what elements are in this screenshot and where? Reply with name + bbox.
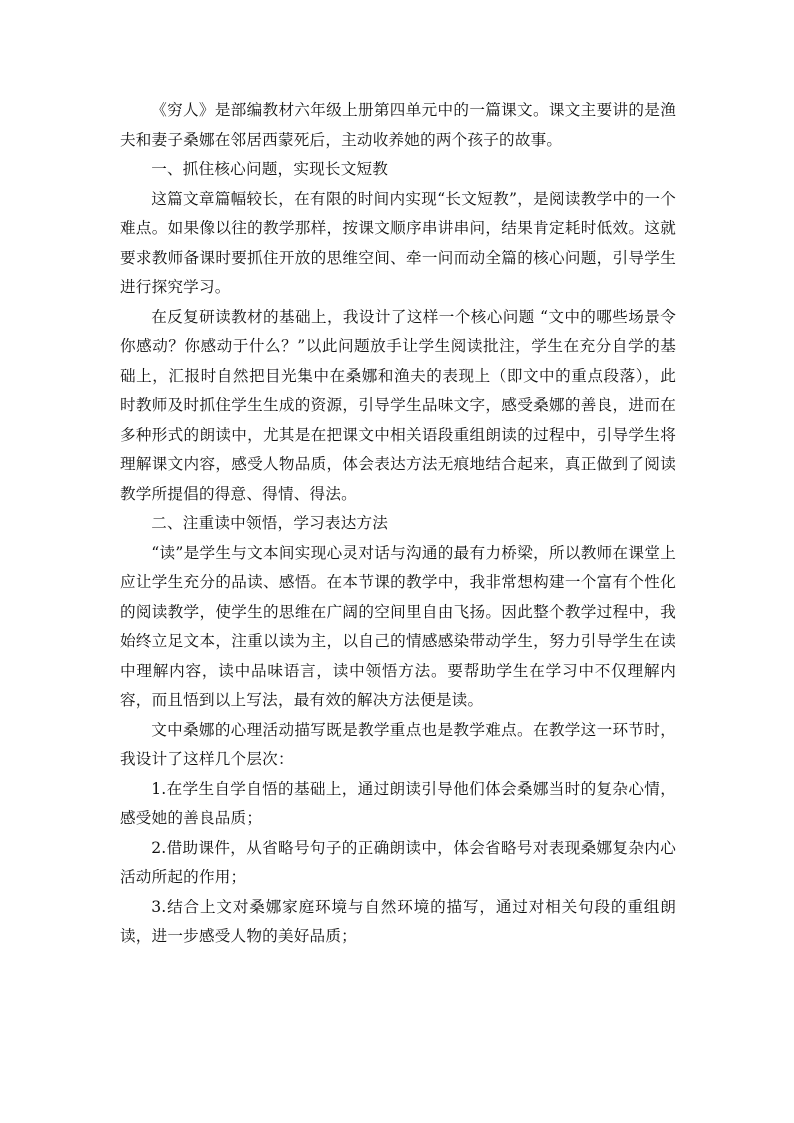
- paragraph-psychology: 文中桑娜的心理活动描写既是教学重点也是教学难点。在教学这一环节时，我设计了这样几个层次：: [120, 720, 676, 768]
- list-item-2: 2.借助课件，从省略号句子的正确朗读中，体会省略号对表现桑娜复杂内心活动所起的作用；: [120, 838, 676, 886]
- section-heading-2: 二、注重读中领悟，学习表达方法: [151, 514, 389, 532]
- section-heading-1: 一、抓住核心问题，实现长文短教: [151, 160, 389, 178]
- list-item-1: 1.在学生自学自悟的基础上，通过朗读引导他们体会桑娜当时的复杂心情，感受她的善良品质；: [120, 779, 676, 827]
- list-item-3: 3.结合上文对桑娜家庭环境与自然环境的描写，通过对相关句段的重组朗读，进一步感受人物的美好品质；: [120, 897, 676, 945]
- paragraph-reading: “读”是学生与文本间实现心灵对话与沟通的最有力桥梁，所以教师在课堂上应让学生充分的品读、感悟。在本节课的教学中，我非常想构建一个富有个性化的阅读教学，使学生的思维在广阔的空间里自由飞扬。因此整个教学过程中，我始终立足文本，注重以读为主，以自己的情感感染带动学生，努力引导学生在读中理解内容，读中品味语言，读中领悟方法。要帮助学生在学习中不仅理解内容，而且悟到以上写法，最有效的解决方法便是读。: [120, 543, 676, 709]
- paragraph-long-text: 这篇文章篇幅较长，在有限的时间内实现“长文短教”，是阅读教学中的一个难点。如果像以往的教学那样，按课文顺序串讲串问，结果肯定耗时低效。这就要求教师备课时要抓住开放的思维空间、牵一问而动全篇的核心问题，引导学生进行探究学习。: [120, 189, 676, 296]
- paragraph-intro: 《穷人》是部编教材六年级上册第四单元中的一篇课文。课文主要讲的是渔夫和妻子桑娜在邻居西蒙死后，主动收养她的两个孩子的故事。: [120, 101, 676, 149]
- document-body: [120, 96, 676, 952]
- paragraph-core-question: 在反复研读教材的基础上，我设计了这样一个核心问题 “文中的哪些场景令你感动？你感动于什么？”以此问题放手让学生阅读批注，学生在充分自学的基础上，汇报时自然把目光集中在桑娜和渔夫的表现上（即文中的重点段落），此时教师及时抓住学生生成的资源，引导学生品味文字，感受桑娜的善良，进而在多种形式的朗读中，尤其是在把课文中相关语段重组朗读的过程中，引导学生将理解课文内容，感受人物品质，体会表达方法无痕地结合起来，真正做到了阅读教学所提倡的得意、得情、得法。: [120, 307, 676, 503]
